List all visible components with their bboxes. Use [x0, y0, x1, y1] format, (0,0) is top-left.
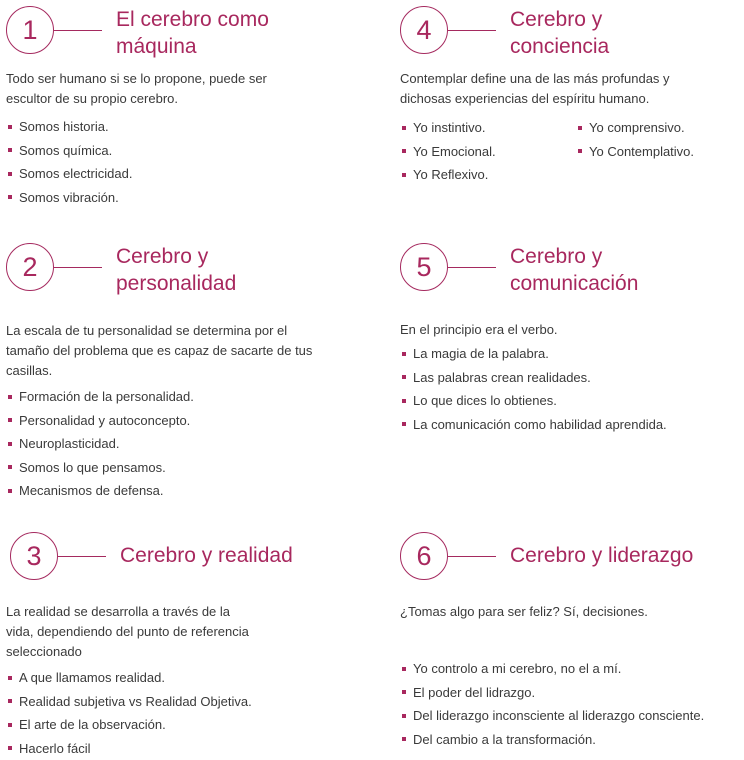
module-description: En el principio era el verbo.: [400, 320, 558, 340]
module-title: El cerebro como máquina: [116, 6, 269, 60]
module-number-badge: 6: [400, 532, 448, 580]
badge-connector-line: [448, 30, 496, 31]
module-description: Contemplar define una de las más profundas y dichosas experiencias del espíritu humano.: [400, 69, 670, 109]
list-item: Yo Contemplativo.: [576, 140, 694, 164]
list-item: El poder del lidrazgo.: [400, 681, 704, 705]
badge-connector-line: [448, 267, 496, 268]
module-topic-list: [400, 342, 667, 436]
module-4: [400, 6, 744, 191]
module-title: Cerebro y realidad: [120, 542, 293, 569]
module-number-badge: 2: [6, 243, 54, 291]
module-5: [400, 243, 744, 443]
badge-connector-line: [54, 267, 102, 268]
list-item: Somos química.: [6, 139, 132, 163]
module-topic-list: [6, 115, 132, 209]
module-title: Cerebro y personalidad: [116, 243, 236, 297]
list-item: Lo que dices lo obtienes.: [400, 389, 667, 413]
list-item: A que llamamos realidad.: [6, 666, 252, 690]
module-title: Cerebro y conciencia: [510, 6, 609, 60]
list-item: La magia de la palabra.: [400, 342, 667, 366]
list-item: Del liderazgo inconsciente al liderazgo consciente.: [400, 704, 704, 728]
list-item: Yo Emocional.: [400, 140, 496, 164]
list-item: La comunicación como habilidad aprendida.: [400, 413, 667, 437]
list-item: Las palabras crean realidades.: [400, 366, 667, 390]
module-topic-list-col2: [576, 116, 694, 163]
module-1: [6, 6, 376, 211]
module-topic-list: [6, 385, 194, 503]
list-item: Personalidad y autoconcepto.: [6, 409, 194, 433]
module-description: ¿Tomas algo para ser feliz? Sí, decisiones.: [400, 602, 648, 622]
module-3: [10, 532, 380, 758]
list-item: Del cambio a la transformación.: [400, 728, 704, 752]
badge-connector-line: [448, 556, 496, 557]
module-topic-list: [400, 116, 496, 187]
list-item: Realidad subjetiva vs Realidad Objetiva.: [6, 690, 252, 714]
list-item: El arte de la observación.: [6, 713, 252, 737]
list-item: Mecanismos de defensa.: [6, 479, 194, 503]
module-2: [6, 243, 376, 503]
list-item: Somos vibración.: [6, 186, 132, 210]
list-item: Neuroplasticidad.: [6, 432, 194, 456]
module-number-badge: 5: [400, 243, 448, 291]
badge-connector-line: [58, 556, 106, 557]
module-topic-list: [6, 666, 252, 760]
module-number-badge: 4: [400, 6, 448, 54]
list-item: Somos lo que pensamos.: [6, 456, 194, 480]
module-description: La escala de tu personalidad se determina por el tamaño del problema que es capaz de sacarte de tus casillas.: [6, 321, 312, 381]
module-number-badge: 1: [6, 6, 54, 54]
module-description: La realidad se desarrolla a través de la vida, dependiendo del punto de referencia seleccionado: [6, 602, 249, 662]
list-item: Yo controlo a mi cerebro, no el a mí.: [400, 657, 704, 681]
module-description: Todo ser humano si se lo propone, puede ser escultor de su propio cerebro.: [6, 69, 267, 109]
list-item: Yo instintivo.: [400, 116, 496, 140]
module-number-badge: 3: [10, 532, 58, 580]
list-item: Yo comprensivo.: [576, 116, 694, 140]
list-item: Hacerlo fácil: [6, 737, 252, 760]
module-6: [400, 532, 744, 758]
module-topic-list: [400, 657, 704, 751]
badge-connector-line: [54, 30, 102, 31]
list-item: Somos historia.: [6, 115, 132, 139]
list-item: Somos electricidad.: [6, 162, 132, 186]
list-item: Yo Reflexivo.: [400, 163, 496, 187]
module-title: Cerebro y liderazgo: [510, 542, 693, 569]
module-title: Cerebro y comunicación: [510, 243, 638, 297]
list-item: Formación de la personalidad.: [6, 385, 194, 409]
